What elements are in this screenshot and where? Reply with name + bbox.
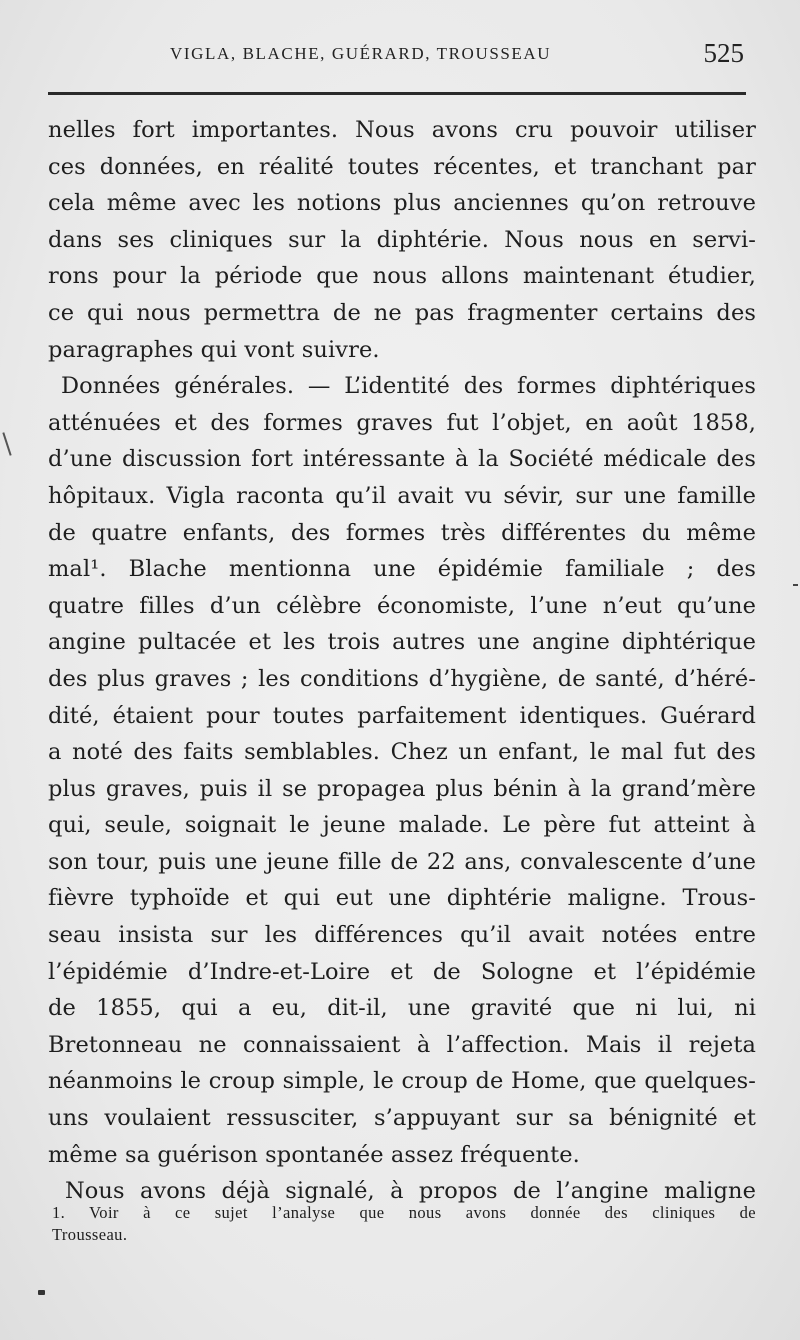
text-line: paragraphes qui vont suivre.: [48, 336, 380, 363]
text-line: d’une discussion fort intéressante à la Société médicale des: [48, 446, 756, 473]
header-rule: [48, 92, 746, 95]
text-line: l’épidémie d’Indre-et-Loire et de Sologne et l’épidémie: [48, 958, 756, 985]
text-line: a noté des faits semblables. Chez un enfant, le mal fut des: [48, 739, 756, 766]
text-line: même sa guérison spontanée assez fréquente.: [48, 1141, 580, 1168]
text-line: Bretonneau ne connaissaient à l’affection. Mais il rejeta: [48, 1031, 756, 1058]
text-line: mal¹. Blache mentionna une épidémie familiale ; des: [48, 556, 756, 583]
text-line: ce qui nous permettra de ne pas fragmenter certains des: [48, 299, 756, 326]
text-line: Données générales. — L’identité des formes diphtériques: [61, 373, 756, 400]
text-line: uns voulaient ressusciter, s’appuyant sur sa bénignité et: [48, 1105, 756, 1132]
body-text: [48, 112, 756, 1210]
text-line: néanmoins le croup simple, le croup de Home, que quelques-: [48, 1068, 756, 1095]
text-line: de 1855, qui a eu, dit-il, une gravité que ni lui, ni: [48, 995, 756, 1022]
text-line: dans ses cliniques sur la diphtérie. Nous nous en servi-: [48, 226, 756, 253]
text-line: seau insista sur les différences qu’il avait notées entre: [48, 922, 756, 949]
text-line: dité, étaient pour toutes parfaitement identiques. Guérard: [48, 702, 756, 729]
footnote-line: 1. Voir à ce sujet l’analyse que nous avons donnée des cliniques de: [52, 1203, 756, 1222]
text-line: son tour, puis une jeune fille de 22 ans, convalescente d’une: [48, 848, 756, 875]
page-number: 525: [703, 38, 744, 68]
running-title: VIGLA, BLACHE, GUÉRARD, TROUSSEAU: [170, 44, 552, 63]
text-line: atténuées et des formes graves fut l’objet, en août 1858,: [48, 409, 756, 436]
text-line: ces données, en réalité toutes récentes, et tranchant par: [48, 153, 756, 180]
text-line: des plus graves ; les conditions d’hygiène, de santé, d’héré-: [48, 665, 756, 692]
margin-mark: [793, 584, 798, 586]
text-line: de quatre enfants, des formes très différentes du même: [48, 519, 756, 546]
text-line: fièvre typhoïde et qui eut une diphtérie maligne. Trous-: [48, 885, 756, 912]
margin-mark: [2, 432, 11, 455]
footnote: [52, 1202, 756, 1246]
text-line: hôpitaux. Vigla raconta qu’il avait vu sévir, sur une famille: [48, 482, 756, 509]
ink-speck: [38, 1290, 45, 1295]
text-line: qui, seule, soignait le jeune malade. Le père fut atteint à: [48, 812, 756, 839]
text-line: angine pultacée et les trois autres une angine diphtérique: [48, 629, 756, 656]
text-line: plus graves, puis il se propagea plus bénin à la grand’mère: [48, 775, 756, 802]
text-line: cela même avec les notions plus anciennes qu’on retrouve: [48, 190, 756, 217]
text-line: rons pour la période que nous allons maintenant étudier,: [48, 263, 756, 290]
text-line: quatre filles d’un célèbre économiste, l’une n’eut qu’une: [48, 592, 756, 619]
text-line: Nous avons déjà signalé, à propos de l’angine maligne: [65, 1178, 756, 1205]
footnote-line: Trousseau.: [52, 1225, 128, 1244]
running-header: [48, 38, 758, 72]
text-line: nelles fort importantes. Nous avons cru pouvoir utiliser: [48, 117, 756, 143]
